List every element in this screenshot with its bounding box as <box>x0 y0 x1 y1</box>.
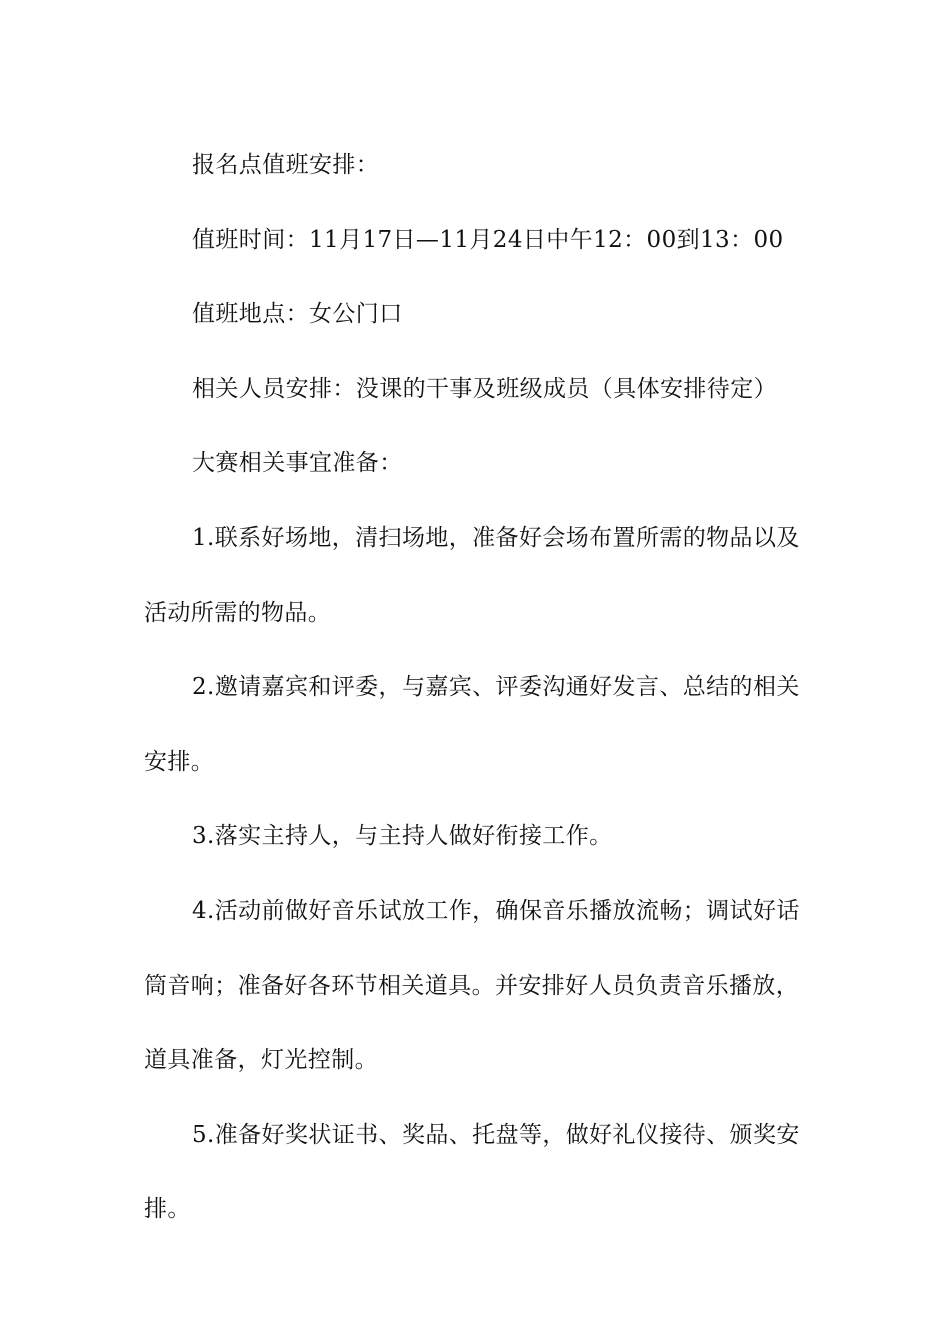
staff-arrangement: 相关人员安排：没课的干事及班级成员（具体安排待定） <box>192 375 777 402</box>
duty-time: 值班时间：11月17日—11月24日中午12：00到13：00 <box>192 226 784 253</box>
prep-item-5: 5.准备好奖状证书、奖品、托盘等，做好礼仪接待、颁奖安排。 <box>144 1121 800 1223</box>
preparation-heading: 大赛相关事宜准备： <box>192 450 403 477</box>
duty-location: 值班地点：女公门口 <box>192 301 403 328</box>
duty-heading: 报名点值班安排： <box>192 152 380 178</box>
document-body <box>144 128 806 1247</box>
prep-item-1: 1.联系好场地，清扫场地，准备好会场布置所需的物品以及活动所需的物品。 <box>144 524 800 626</box>
prep-item-4: 4.活动前做好音乐试放工作，确保音乐播放流畅；调试好话筒音响；准备好各环节相关道具。并安排好人员负责音乐播放，道具准备，灯光控制。 <box>144 897 800 1074</box>
prep-item-3: 3.落实主持人，与主持人做好衔接工作。 <box>192 823 613 850</box>
prep-item-2: 2.邀请嘉宾和评委，与嘉宾、评委沟通好发言、总结的相关安排。 <box>144 674 800 775</box>
